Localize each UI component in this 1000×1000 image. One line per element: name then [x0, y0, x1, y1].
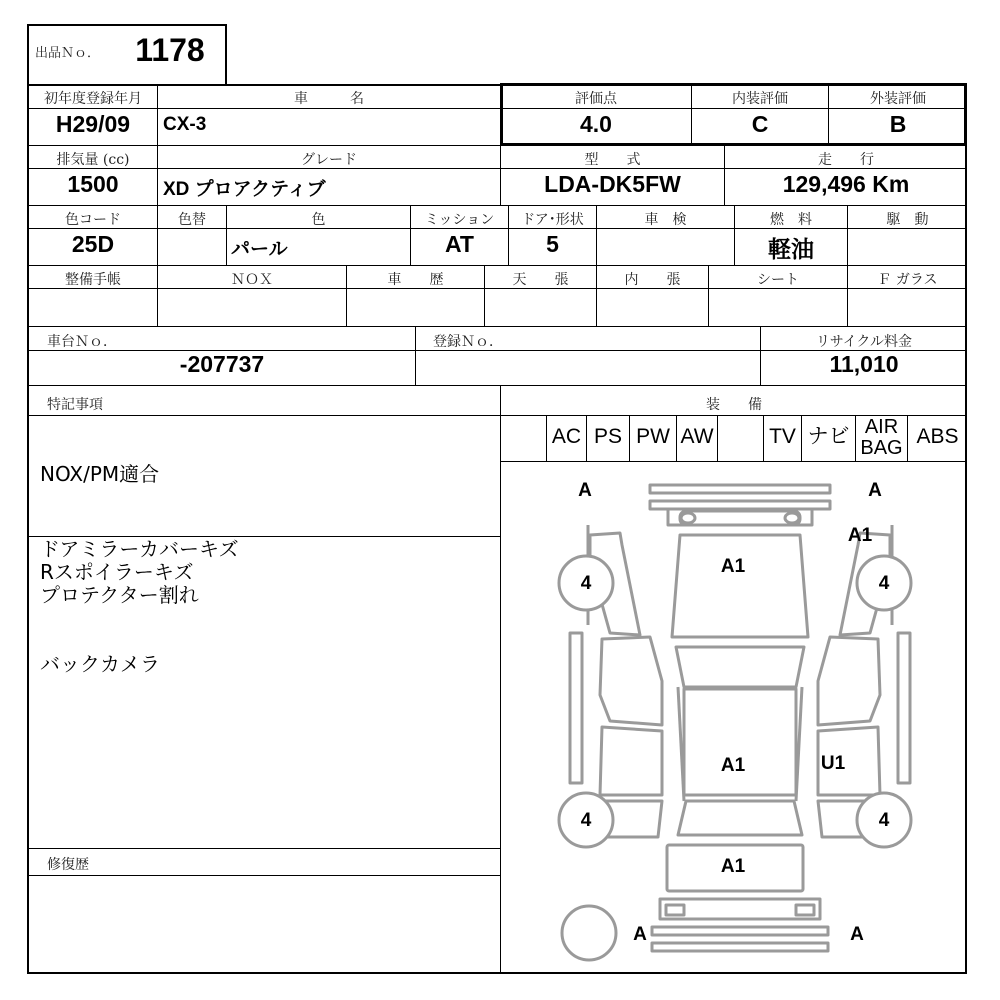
mark-right-fender: A1	[847, 525, 873, 546]
note-line: プロテクター割れ	[40, 583, 199, 607]
note-line	[40, 630, 239, 653]
front-bumper	[650, 485, 830, 493]
grade-value: XD プロアクティブ	[163, 179, 326, 200]
car-name-label: 車 名	[294, 91, 364, 107]
mileage-value: 129,496 Km	[782, 171, 910, 197]
windshield	[676, 647, 804, 687]
mark-tire-rl: 4	[580, 810, 592, 831]
equipment-label: 装 備	[706, 397, 762, 413]
mark-front-left: A	[578, 480, 592, 501]
recycle-value: 11,010	[829, 351, 899, 377]
spare-tire	[562, 906, 616, 960]
note-line: ドアミラーカバーキズ	[40, 537, 239, 561]
model-value: LDA-DK5FW	[544, 171, 681, 197]
recycle-label: リサイクル料金	[815, 334, 913, 350]
left-rear-door	[600, 727, 662, 795]
mileage-label: 走 行	[818, 152, 874, 168]
grade-label: グレード	[301, 152, 357, 168]
equipment-tv: TV	[769, 425, 796, 448]
note-line: Rスポイラーキズ	[40, 560, 194, 584]
equipment-row	[501, 416, 967, 461]
lot-number: 1178	[135, 32, 205, 68]
mark-roof: A1	[720, 755, 746, 776]
hood	[672, 535, 808, 637]
exterior-value: B	[889, 111, 907, 137]
reg-label: 登録Ｎｏ．	[433, 334, 503, 350]
repair-history-label: 修復歴	[47, 857, 89, 873]
rear-glass	[678, 801, 802, 835]
interior-value: C	[751, 111, 769, 137]
mark-tire-fr: 4	[878, 573, 890, 594]
right-rocker	[898, 633, 910, 783]
fuel-label: 燃 料	[770, 212, 812, 228]
maintenance-label: 整備手帳	[65, 272, 121, 288]
chassis-label: 車台Ｎｏ．	[47, 334, 117, 350]
inspection-label: 車 検	[644, 212, 687, 228]
interior-trim-label: 内 張	[624, 272, 681, 288]
mark-tire-fl: 4	[580, 573, 592, 594]
equipment-ac: AC	[551, 425, 582, 448]
left-rocker	[570, 633, 582, 783]
history-label: 車 歴	[387, 272, 444, 288]
chassis-value: -207737	[179, 351, 265, 377]
score-label: 評価点	[575, 91, 617, 107]
color-value: パール	[231, 239, 288, 260]
color-change-label: 色替	[178, 212, 206, 228]
notes-top: NOX/PM適合	[40, 462, 160, 486]
mark-tire-rr: 4	[878, 810, 890, 831]
roof	[684, 689, 796, 795]
glass-label: Ｆ ガラス	[877, 272, 938, 288]
interior-label: 内装評価	[732, 91, 788, 107]
score-value: 4.0	[580, 111, 612, 137]
mark-tailgate: A1	[720, 856, 746, 877]
mission-value: AT	[445, 231, 474, 257]
notes-lines	[40, 538, 239, 676]
left-front-door	[600, 637, 662, 725]
displacement-label: 排気量 (cc)	[56, 152, 130, 168]
model-label: 型 式	[584, 152, 641, 168]
note-line: バックカメラ	[40, 652, 160, 676]
right-front-door	[818, 637, 880, 725]
mark-rear-right: A	[850, 924, 864, 945]
equipment-aw: AW	[680, 425, 714, 448]
equipment-ps: PS	[593, 425, 622, 448]
color-code-value: 25D	[71, 231, 115, 257]
car-name-value: CX-3	[163, 114, 207, 135]
seat-label: シート	[757, 272, 799, 288]
note-line	[40, 607, 239, 630]
first-reg-label: 初年度登録年月	[44, 91, 142, 107]
roof-label: 天 張	[512, 272, 569, 288]
equipment-pw: PW	[636, 425, 670, 448]
front-grille	[680, 511, 800, 525]
mark-front-right: A	[868, 480, 882, 501]
color-code-label: 色コード	[65, 212, 121, 228]
color-label: 色	[311, 212, 326, 228]
first-reg-value: H29/09	[55, 111, 131, 137]
nox-label: ＮＯＸ	[231, 272, 273, 288]
fuel-value: 軽油	[768, 236, 814, 262]
equipment-airbag: AIR BAG	[860, 416, 903, 459]
mark-hood: A1	[720, 556, 746, 577]
mark-right-door: U1	[820, 753, 846, 774]
door-value: 5	[546, 231, 559, 257]
mark-rear-left: A	[633, 924, 647, 945]
door-label: ドア･形状	[521, 212, 584, 228]
exterior-label: 外装評価	[870, 91, 926, 107]
equipment-abs: ABS	[916, 425, 959, 448]
notes-label: 特記事項	[47, 397, 103, 413]
equipment-navi: ナビ	[807, 425, 850, 448]
drive-label: 駆 動	[886, 212, 929, 228]
mission-label: ミッション	[424, 212, 495, 228]
lot-number-label: 出品Ｎｏ．	[35, 46, 101, 61]
displacement-value: 1500	[67, 171, 119, 197]
